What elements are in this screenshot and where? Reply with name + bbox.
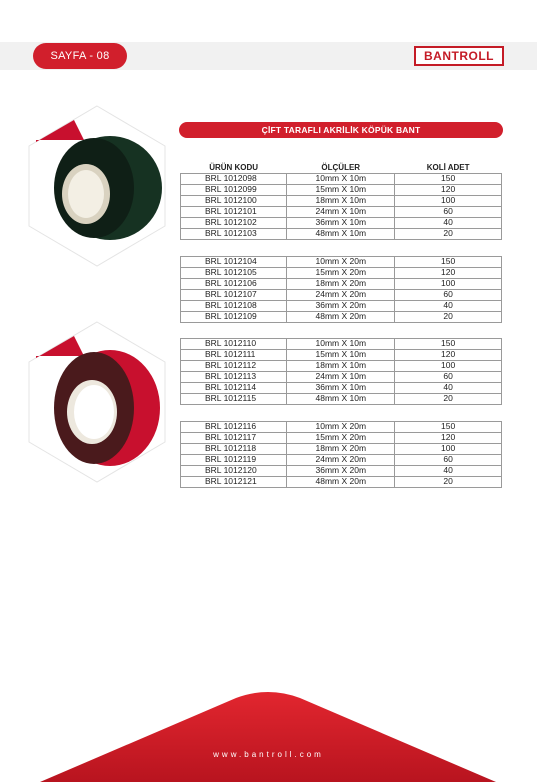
product-code: BRL 1012112	[181, 361, 287, 372]
table-row	[181, 257, 502, 268]
box-qty: 20	[395, 312, 502, 323]
product-size: 18mm X 20m	[287, 279, 395, 290]
box-qty: 60	[395, 372, 502, 383]
product-size: 10mm X 10m	[287, 174, 395, 185]
table-row	[181, 350, 502, 361]
product-code: BRL 1012120	[181, 466, 287, 477]
product-code: BRL 1012102	[181, 218, 287, 229]
box-qty: 100	[395, 196, 502, 207]
box-qty: 40	[395, 466, 502, 477]
product-code: BRL 1012119	[181, 455, 287, 466]
brand-logo	[414, 46, 504, 66]
box-qty: 150	[395, 257, 502, 268]
box-qty: 60	[395, 455, 502, 466]
product-image-red-tape	[22, 318, 172, 488]
product-code: BRL 1012115	[181, 394, 287, 405]
table-row	[181, 422, 502, 433]
box-qty: 120	[395, 185, 502, 196]
product-size: 48mm X 20m	[287, 477, 395, 488]
product-table-1	[180, 163, 502, 240]
column-header-code: ÜRÜN KODU	[181, 163, 287, 174]
section-title: ÇİFT TARAFLI AKRİLİK KÖPÜK BANT	[179, 122, 503, 138]
table-row	[181, 466, 502, 477]
product-size: 36mm X 20m	[287, 466, 395, 477]
table-row	[181, 207, 502, 218]
product-size: 48mm X 20m	[287, 312, 395, 323]
footer-shape	[0, 690, 537, 782]
product-size: 18mm X 20m	[287, 444, 395, 455]
table-row	[181, 268, 502, 279]
product-code: BRL 1012104	[181, 257, 287, 268]
table-row	[181, 312, 502, 323]
product-size: 15mm X 10m	[287, 185, 395, 196]
box-qty: 100	[395, 361, 502, 372]
table-row	[181, 279, 502, 290]
product-size: 48mm X 10m	[287, 229, 395, 240]
table-header-row	[181, 163, 502, 174]
product-code: BRL 1012100	[181, 196, 287, 207]
product-code: BRL 1012099	[181, 185, 287, 196]
box-qty: 150	[395, 174, 502, 185]
product-table-3	[180, 338, 502, 405]
box-qty: 120	[395, 350, 502, 361]
product-code: BRL 1012116	[181, 422, 287, 433]
box-qty: 20	[395, 394, 502, 405]
product-table-2	[180, 256, 502, 323]
box-qty: 40	[395, 218, 502, 229]
box-qty: 40	[395, 383, 502, 394]
product-code: BRL 1012113	[181, 372, 287, 383]
table-row	[181, 394, 502, 405]
product-code: BRL 1012101	[181, 207, 287, 218]
box-qty: 20	[395, 477, 502, 488]
product-size: 10mm X 20m	[287, 257, 395, 268]
table-row	[181, 433, 502, 444]
product-code: BRL 1012121	[181, 477, 287, 488]
column-header-qty: KOLİ ADET	[395, 163, 502, 174]
table-row	[181, 444, 502, 455]
product-code: BRL 1012103	[181, 229, 287, 240]
product-code: BRL 1012109	[181, 312, 287, 323]
product-size: 18mm X 10m	[287, 361, 395, 372]
logo-text: BANTROLL	[424, 49, 494, 63]
product-code: BRL 1012110	[181, 339, 287, 350]
box-qty: 150	[395, 339, 502, 350]
product-code: BRL 1012108	[181, 301, 287, 312]
product-code: BRL 1012107	[181, 290, 287, 301]
website-url[interactable]: www.bantroll.com	[213, 750, 324, 759]
product-code: BRL 1012114	[181, 383, 287, 394]
table-row	[181, 196, 502, 207]
column-header-size: ÖLÇÜLER	[287, 163, 395, 174]
product-size: 24mm X 10m	[287, 207, 395, 218]
product-size: 36mm X 20m	[287, 301, 395, 312]
product-code: BRL 1012106	[181, 279, 287, 290]
table-row	[181, 361, 502, 372]
box-qty: 60	[395, 290, 502, 301]
box-qty: 120	[395, 268, 502, 279]
product-code: BRL 1012117	[181, 433, 287, 444]
table-row	[181, 383, 502, 394]
product-code: BRL 1012118	[181, 444, 287, 455]
product-code: BRL 1012105	[181, 268, 287, 279]
page-label: SAYFA - 08	[33, 43, 127, 69]
box-qty: 60	[395, 207, 502, 218]
product-size: 15mm X 20m	[287, 433, 395, 444]
box-qty: 40	[395, 301, 502, 312]
product-size: 36mm X 10m	[287, 218, 395, 229]
product-image-black-tape	[22, 102, 172, 272]
product-size: 36mm X 10m	[287, 383, 395, 394]
table-row	[181, 455, 502, 466]
table-row	[181, 218, 502, 229]
product-table-4	[180, 421, 502, 488]
product-size: 24mm X 20m	[287, 455, 395, 466]
table-row	[181, 339, 502, 350]
table-row	[181, 301, 502, 312]
table-row	[181, 185, 502, 196]
product-size: 24mm X 10m	[287, 372, 395, 383]
table-row	[181, 229, 502, 240]
product-size: 48mm X 10m	[287, 394, 395, 405]
box-qty: 120	[395, 433, 502, 444]
product-code: BRL 1012098	[181, 174, 287, 185]
product-size: 18mm X 10m	[287, 196, 395, 207]
table-row	[181, 372, 502, 383]
box-qty: 150	[395, 422, 502, 433]
product-code: BRL 1012111	[181, 350, 287, 361]
table-row	[181, 290, 502, 301]
product-size: 10mm X 20m	[287, 422, 395, 433]
product-size: 24mm X 20m	[287, 290, 395, 301]
product-size: 15mm X 20m	[287, 268, 395, 279]
box-qty: 100	[395, 279, 502, 290]
product-size: 10mm X 10m	[287, 339, 395, 350]
table-row	[181, 477, 502, 488]
product-size: 15mm X 10m	[287, 350, 395, 361]
table-row	[181, 174, 502, 185]
box-qty: 20	[395, 229, 502, 240]
box-qty: 100	[395, 444, 502, 455]
